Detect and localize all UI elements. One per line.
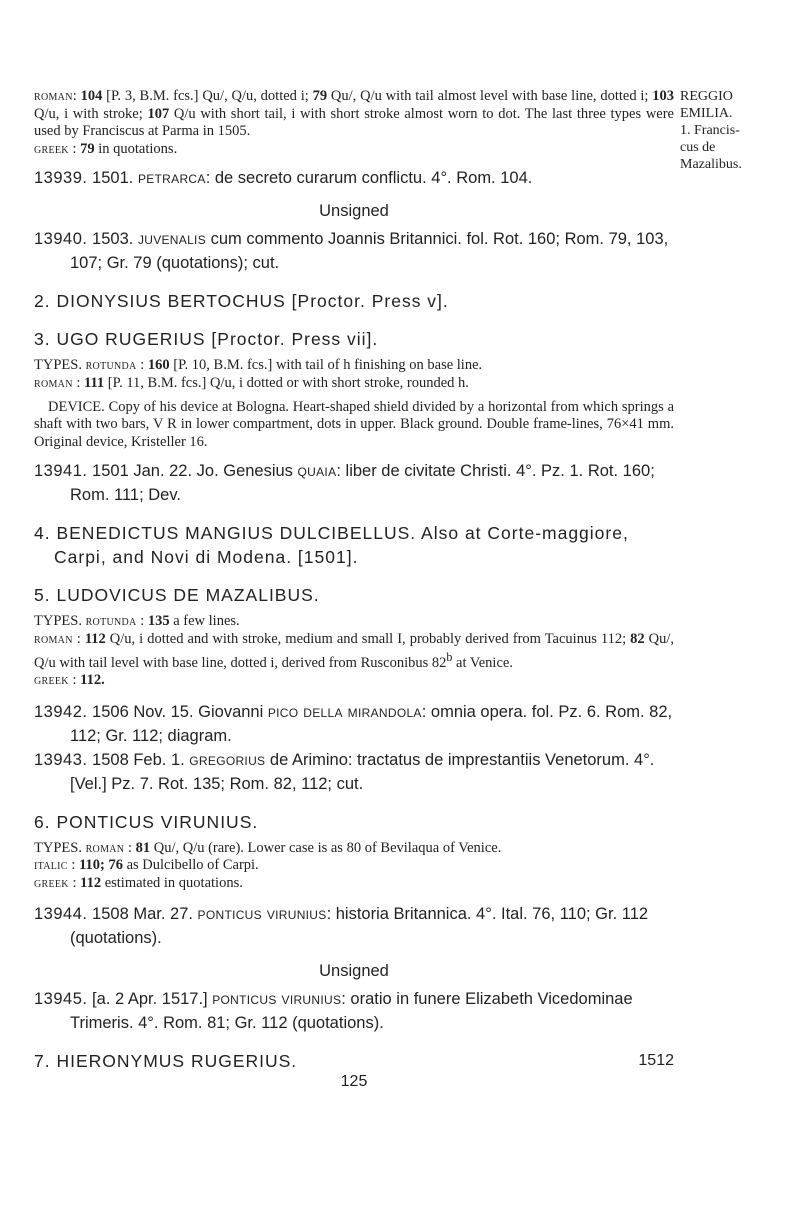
section-heading-3: 3. UGO RUGERIUS [Proctor. Press vii].	[34, 329, 379, 350]
entry-13939: 13939. 1501. petrarca: de secreto curarum conflictu. 4°. Rom. 104.	[34, 169, 533, 188]
section-heading-5: 5. LUDOVICUS DE MAZALIBUS.	[34, 585, 320, 606]
types-paragraph-5: TYPES. rotunda : 135 a few lines. roman : 112 Q/u, i dotted and with stroke, medium and small I, probably derived from Tacuinus 112; 82 Qu/, Q/u with tail level with base line, dotted i, derived from Rusconibus 82$^b$ at Venice. greek : 112.	[34, 613, 675, 688]
section-heading-4: 4. BENEDICTUS MANGIUS DULCIBELLUS. Also at Corte-maggiore, Carpi, and Novi di Modena. [1501].	[34, 523, 629, 568]
section-heading-2: 2. DIONYSIUS BERTOCHUS [Proctor. Press v].	[34, 291, 449, 312]
margin-printer-2: cus de	[680, 140, 716, 155]
entry-13944: 13944. 1508 Mar. 27. ponticus virunius: historia Britannica. 4°. Ital. 76, 110; Gr. 112 (quotations).	[34, 905, 649, 948]
margin-printer-1: 1. Francis-	[680, 123, 740, 138]
margin-note	[680, 88, 800, 173]
margin-city: REGGIO	[680, 89, 733, 104]
entry-13942: 13942. 1506 Nov. 15. Giovanni pico della mirandola: omnia opera. fol. Pz. 6. Rom. 82, 112; Gr. 112; diagram.	[34, 702, 673, 745]
unsigned-heading-1: Unsigned	[319, 202, 389, 221]
types-paragraph-1: roman: 104 [P. 3, B.M. fcs.] Qu/, Q/u, dotted i; 79 Qu/, Q/u with tail almost level with base line, dotted i; 103 Q/u, i with stroke; 107 Q/u with short tail, i with short stroke almost worn to dot. The last three types were used by Franciscus at Parma in 1505. greek : 79 in quotations.	[34, 88, 675, 157]
unsigned-heading-2: Unsigned	[319, 962, 389, 981]
types-paragraph-6: TYPES. roman : 81 Qu/, Q/u (rare). Lower case is as 80 of Bevilaqua of Venice. italic : 110; 76 as Dulcibello of Carpi. greek : 112 estimated in quotations.	[34, 839, 502, 891]
types-paragraph-3: TYPES. rotunda : 160 [P. 10, B.M. fcs.] with tail of h finishing on base line. roman : 111 [P. 11, B.M. fcs.] Q/u, i dotted or with short stroke, rounded h.	[34, 357, 483, 391]
page-body	[34, 88, 674, 1091]
section-heading-7: 7. HIERONYMUS RUGERIUS.	[34, 1051, 298, 1072]
device-paragraph: DEVICE. Copy of his device at Bologna. Heart-shaped shield divided by a horizontal from which springs a shaft with two bars, V R in lower compartment, dots in upper. Black ground. Double frame-lines, 76×41 mm. Original device, Kristeller 16.	[34, 398, 674, 450]
entry-13943: 13943. 1508 Feb. 1. gregorius de Arimino: tractatus de imprestantiis Venetorum. 4°. [Vel.] Pz. 7. Rot. 135; Rom. 82, 112; cut.	[34, 750, 655, 793]
page-number: 125	[340, 1073, 368, 1091]
margin-printer-3: Mazalibus.	[680, 157, 742, 172]
section-heading-7-row	[34, 1049, 674, 1073]
entry-13940: 13940. 1503. juvenalis cum commento Joannis Britannici. fol. Rot. 160; Rom. 79, 103, 107; Gr. 79 (quotations); cut.	[34, 230, 669, 273]
entry-13941: 13941. 1501 Jan. 22. Jo. Genesius quaia: liber de civitate Christi. 4°. Pz. 1. Rot. 160; Rom. 111; Dev.	[34, 462, 655, 505]
section-heading-6: 6. PONTICUS VIRUNIUS.	[34, 811, 259, 832]
margin-region: EMILIA.	[680, 106, 733, 121]
section-heading-7-year: 1512	[638, 1052, 674, 1070]
entry-13945: 13945. [a. 2 Apr. 1517.] ponticus virunius: oratio in funere Elizabeth Vicedominae Trimeris. 4°. Rom. 81; Gr. 112 (quotations).	[34, 990, 633, 1033]
